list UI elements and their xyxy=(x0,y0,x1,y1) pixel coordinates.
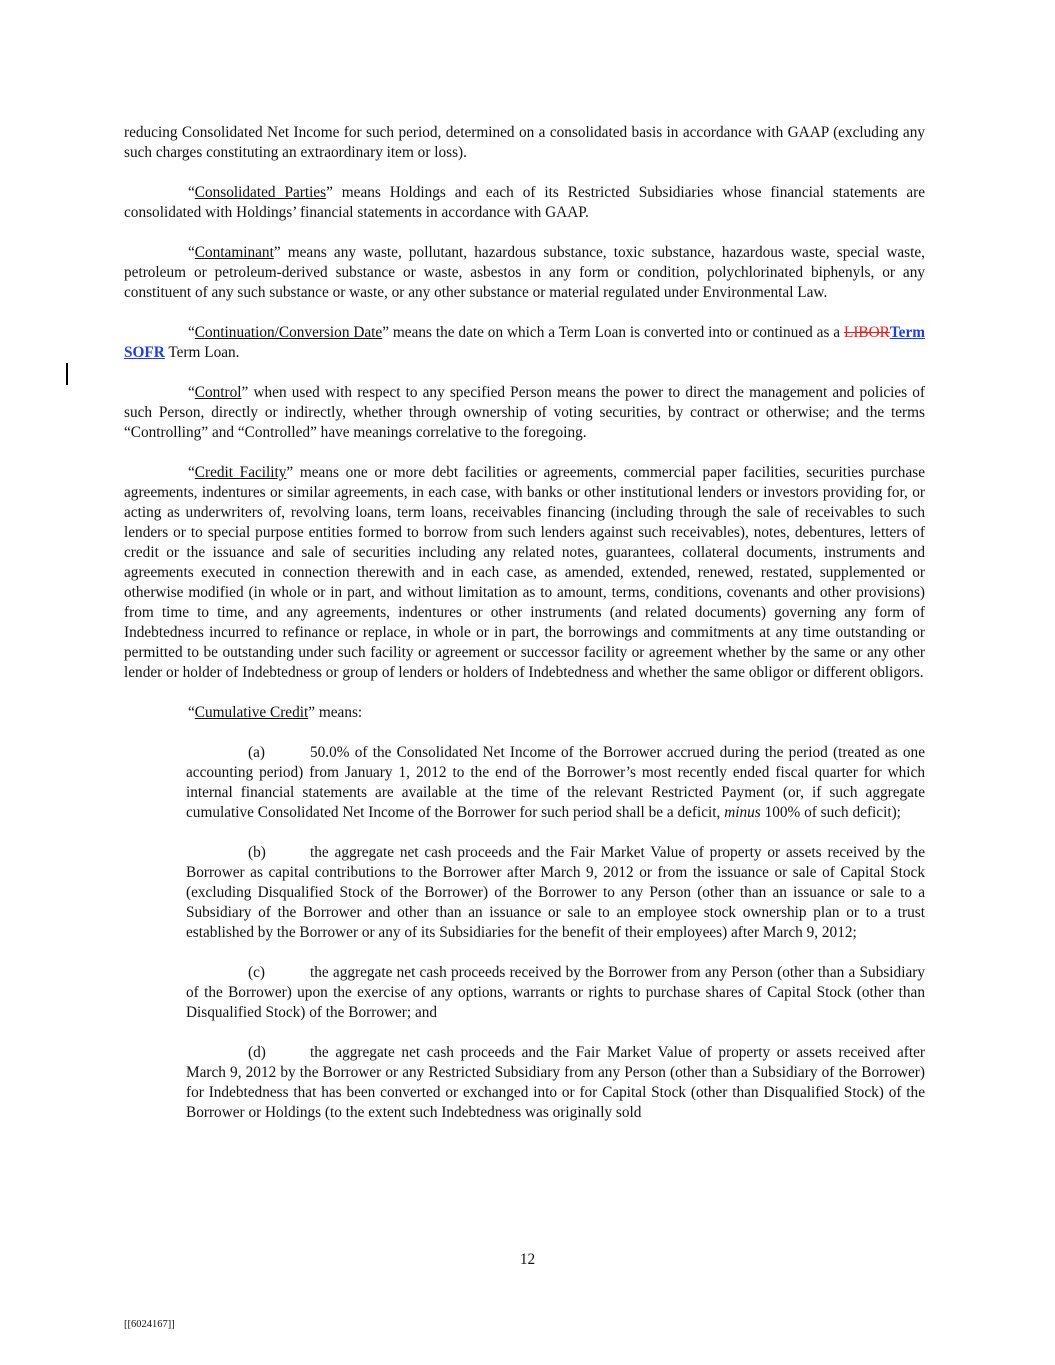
document-page xyxy=(124,123,925,1143)
paragraph-continuation: reducing Consolidated Net Income for such period, determined on a consolidated basis in accordance with GAAP (excluding any such charges constituting an extraordinary item or loss). xyxy=(124,124,925,161)
clause-c: (c) the aggregate net cash proceeds received by the Borrower from any Person (other than a Subsidiary of the Borrower) upon the exercise of any options, warrants or rights to purchase shares of Capital Stock (other than Disqualified Stock) of the Borrower; and xyxy=(186,964,925,1021)
clause-d: (d) the aggregate net cash proceeds and the Fair Market Value of property or assets received after March 9, 2012 by the Borrower or any Restricted Subsidiary from any Person (other than a Subsidiary of the Borrower) for Indebtedness that has been converted or exchanged into or for Capital Stock (other than Disqualified Stock) of the Borrower or Holdings (to the extent such Indebtedness was originally sold xyxy=(186,1044,925,1121)
clause-label: (c) xyxy=(248,964,265,981)
clause-label: (d) xyxy=(248,1044,266,1061)
defined-term: Contaminant xyxy=(194,244,274,261)
definition-cumulative-credit: “Cumulative Credit” means: xyxy=(188,704,363,721)
clause-a: (a) 50.0% of the Consolidated Net Income of the Borrower accrued during the period (treated as one accounting period) from January 1, 2012 to the end of the Borrower’s most recently ended fiscal quarter for which internal financial statements are available at the time of the relevant Restricted Payment (or, if such aggregate cumulative Consolidated Net Income of the Borrower for such period shall be a deficit, minus 100% of such deficit); xyxy=(186,744,925,821)
defined-term: Cumulative Credit xyxy=(194,704,309,721)
definition-contaminant: “Contaminant” means any waste, pollutant, hazardous substance, toxic substance, hazardous waste, special waste, petroleum or petroleum-derived substance or waste, asbestos in any form or condition, polychlorinated biphenyls, or any constituent of any such substance or waste, or any other substance or material regulated under Environmental Law. xyxy=(124,244,925,301)
defined-term: Control xyxy=(194,384,242,401)
page-number: 12 xyxy=(519,1251,536,1268)
clause-b: (b) the aggregate net cash proceeds and the Fair Market Value of property or assets received by the Borrower as capital contributions to the Borrower after March 9, 2012 or from the issuance or sale of Capital Stock (excluding Disqualified Stock of the Borrower) of the Borrower to any Person (other than an issuance or sale to a Subsidiary of the Borrower and other than an issuance or sale to an employee stock ownership plan or to a trust established by the Borrower or any of its Subsidiaries for the benefit of their employees) after March 9, 2012; xyxy=(186,844,925,941)
revision-change-bar xyxy=(66,363,68,385)
definition-control: “Control” when used with respect to any specified Person means the power to direct the management and policies of such Person, directly or indirectly, whether through ownership of voting securities, by contract or otherwise; and the terms “Controlling” and “Controlled” have meanings correlative to the foregoing. xyxy=(124,384,925,441)
defined-term: Credit Facility xyxy=(194,464,287,481)
deleted-text: LIBOR xyxy=(843,324,890,341)
definition-consolidated-parties: “Consolidated Parties” means Holdings and each of its Restricted Subsidiaries whose financial statements are consolidated with Holdings’ financial statements in accordance with GAAP. xyxy=(124,184,925,221)
defined-term: Continuation/Conversion Date xyxy=(194,324,383,341)
clause-label: (a) xyxy=(248,744,265,761)
defined-term: Consolidated Parties xyxy=(194,184,327,201)
definition-credit-facility: “Credit Facility” means one or more debt facilities or agreements, commercial paper facilities, securities purchase agreements, indentures or similar agreements, in each case, with banks or other institutional lenders or investors providing for, or acting as underwriters of, revolving loans, term loans, receivables financing (including through the sale of receivables to such lenders or to special purpose entities formed to borrow from such lenders against such receivables), notes, debentures, letters of credit or the issuance and sale of securities including any related notes, guarantees, collateral documents, instruments and agreements executed in connection therewith and in each case, as amended, extended, renewed, restated, supplemented or otherwise modified (in whole or in part, and without limitation as to amount, terms, conditions, covenants and other provisions) from time to time, and any agreements, indentures or other instruments (and related documents) governing any form of Indebtedness incurred to refinance or replace, in whole or in part, the borrowings and commitments at any time outstanding or permitted to be outstanding under such facility or agreement or successor facility or agreement whether by the same or any other lender or holder of Indebtedness or group of lenders or holders of Indebtedness and whether the same obligor or different obligors. xyxy=(124,464,925,681)
document-id: [[6024167]] xyxy=(124,1319,175,1330)
inserted-text: Term SOFR xyxy=(124,324,925,361)
definition-continuation-conversion-date: “Continuation/Conversion Date” means the date on which a Term Loan is converted into or continued as a LIBORTerm SOFR Term Loan. xyxy=(124,324,925,361)
clause-label: (b) xyxy=(248,844,266,861)
